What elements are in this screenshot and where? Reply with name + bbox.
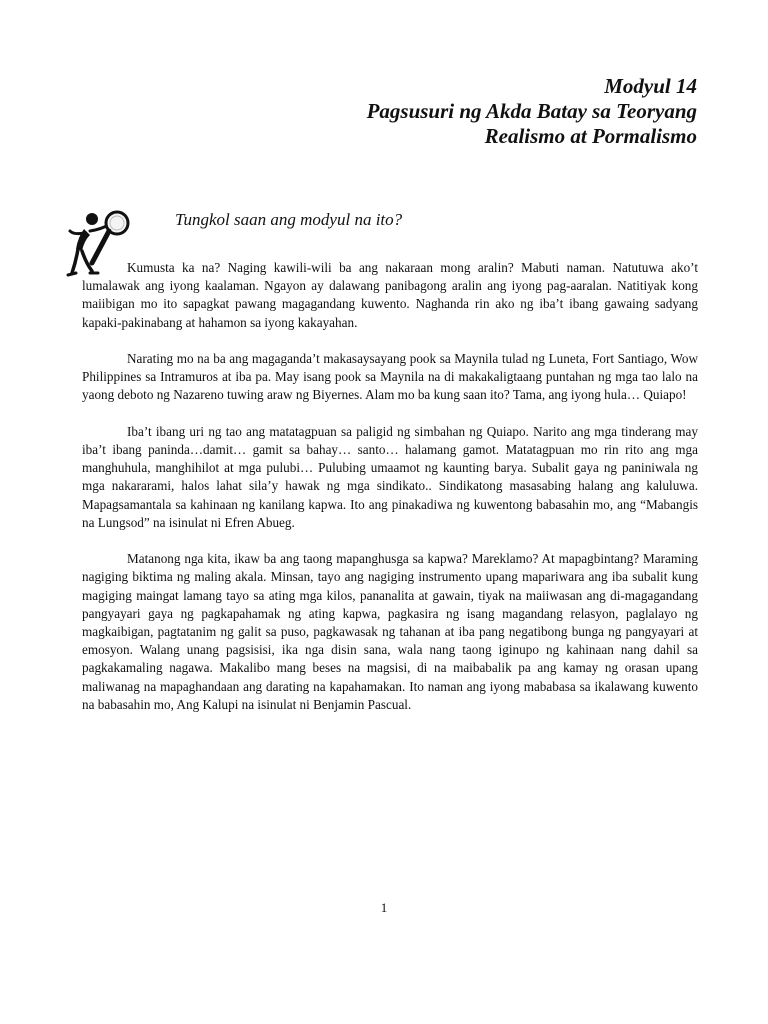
module-number: Modyul 14 xyxy=(604,74,697,98)
paragraph: Kumusta ka na? Naging kawili-wili ba ang nakaraan mong aralin? Mabuti naman. Natutuwa ako’t lumalawak ang iyong kaalaman. Ngayon ay dalawang panibagong aralin ang iyong pag-aaralan. Natitiyak kong maiibigan mo ito sapagkat pawang magagandang kuwento. Naghanda rin ako ng iba’t ibang gawaing sadyang kapaki-pakinabang at hahamon sa iyong kakayahan. xyxy=(82,260,698,330)
page-number: 1 xyxy=(380,900,388,915)
module-title-block xyxy=(367,74,697,149)
body-text xyxy=(82,259,698,732)
section-heading: Tungkol saan ang modyul na ito? xyxy=(175,210,403,229)
paragraph: Narating mo na ba ang magaganda’t makasaysayang pook sa Maynila tulad ng Luneta, Fort Santiago, Wow Philippines sa Intramuros at iba pa. May isang pook sa Maynila na di makakaligtaang puntahan ng mga tao lalo na yaong deboto ng Nazareno tuwing araw ng Biyernes. Alam mo ba kung saan ito? Tama, ang iyong hula… Quiapo! xyxy=(82,351,698,403)
paragraph: Matanong nga kita, ikaw ba ang taong mapanghusga sa kapwa? Mareklamo? At mapagbintang? Maraming nagiging biktima ng maling akala. Minsan, tayo ang nagiging instrumento upang mapariwara ang iba subalit kung magiging maingat lamang tayo sa ating mga kilos, pananalita at gawain, tiyak na maiiwasan ang di-magagandang pangyayari gaya ng pagkapahamak ng ating kapwa, pagkasira ng isang magandang relasyon, paglalayo ng magkaibigan, pagtatanim ng galit sa puso, pagkawasak ng tahanan at iba pang negatibong bunga ng pangyayari at emosyon. Walang unang pagsisisi, ika nga disin sana, wala nang taong iginupo ng kahinaan nang dahil sa pagkakamaling nagawa. Makalibo mang beses na magsisi, di na maibabalik pa ang kamay ng orasan upang maliwanag na mapaghandaan ang darating na kapahamakan. Ito naman ang iyong mababasa sa ikalawang kuwento na babasahin mo, Ang Kalupi na isinulat ni Benjamin Pascual. xyxy=(82,551,698,712)
module-title-line-2: Realismo at Pormalismo xyxy=(484,124,697,148)
paragraph: Iba’t ibang uri ng tao ang matatagpuan sa paligid ng simbahan ng Quiapo. Narito ang mga tinderang may iba’t ibang paninda…damit… gamit sa bahay… santo… halamang gamot. Matatagpuan mo rin rito ang mga manghuhula, manghihilot at mga pulubi… Pulubing umaamot ng kaunting barya. Subalit gaya ng paniniwala ng mga nakararami, halos lahat sila’y hawak ng mga sindikato.. Sindikatong masasabing halang ang kaluluwa. Mapagsamantala sa kahinaan ng kanilang kapwa. Ito ang pinakadiwa ng kuwentong babasahin mo, ang “Mabangis na Lungsod” na isinulat ni Efren Abueg. xyxy=(82,423,698,530)
module-title-line-1: Pagsusuri ng Akda Batay sa Teoryang xyxy=(366,99,697,123)
